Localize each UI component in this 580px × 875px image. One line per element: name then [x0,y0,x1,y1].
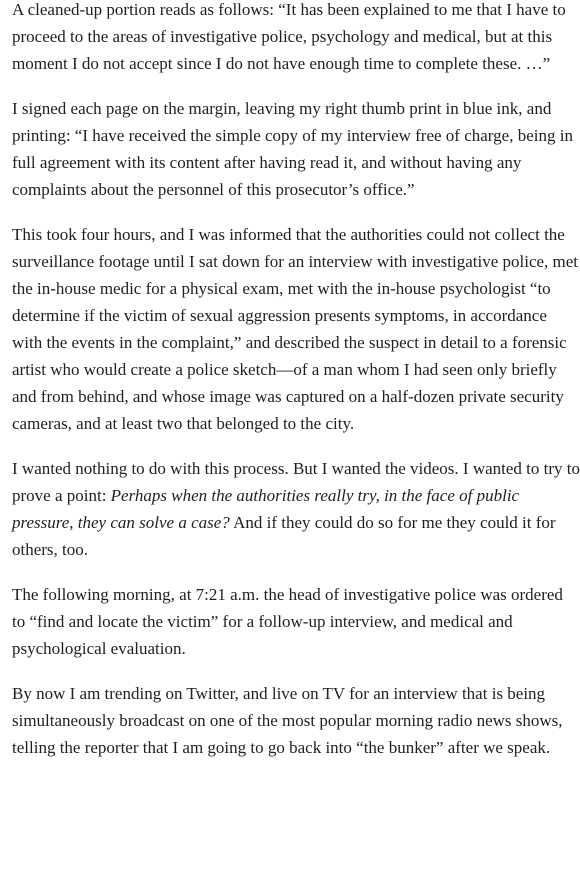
paragraph-wanted-videos-start: I wanted nothing to do with this process. But I wanted the videos. I wanted to try to prove a point: [12,459,580,505]
paragraph-interview-excerpt: A cleaned-up portion reads as follows: “It has been explained to me that I have to proceed to the areas of investigative police, psychology and medical, but at this moment I do not accept since I do not have enough time to complete these. …” [12,0,566,73]
paragraph-wanted-videos-italic: Perhaps when the authorities really try, in the face of public pressure, they can solve a case? [12,486,520,532]
paragraph-following-morning: The following morning, at 7:21 a.m. the head of investigative police was ordered to “find and locate the victim” for a follow-up interview, and medical and psychological evaluation. [12,585,563,658]
paragraph-wanted-videos-end: And if they could do so for me they could it for others, too. [12,513,556,559]
paragraph-signed-pages: I signed each page on the margin, leaving my right thumb print in blue ink, and printing: “I have received the simple copy of my interview free of charge, being in full agreement with its content after having read it, and without having any complaints about the personnel of this prosecutor’s office.” [12,99,573,199]
paragraph-wanted-videos [12,455,580,563]
paragraph-trending: By now I am trending on Twitter, and live on TV for an interview that is being simultaneously broadcast on one of the most popular morning radio news shows, telling the reporter that I am going to go back into “the bunker” after we speak. [12,684,563,757]
paragraph-four-hours: This took four hours, and I was informed that the authorities could not collect the surveillance footage until I sat down for an interview with investigative police, met the in-house medic for a physical exam, met with the in-house psychologist “to determine if the victim of sexual aggression presents symptoms, in accordance with the events in the complaint,” and described the suspect in detail to a forensic artist who would create a police sketch—of a man whom I had seen only briefly and from behind, and whose image was captured on a half-dozen private security cameras, and at least two that belonged to the city. [12,225,579,433]
